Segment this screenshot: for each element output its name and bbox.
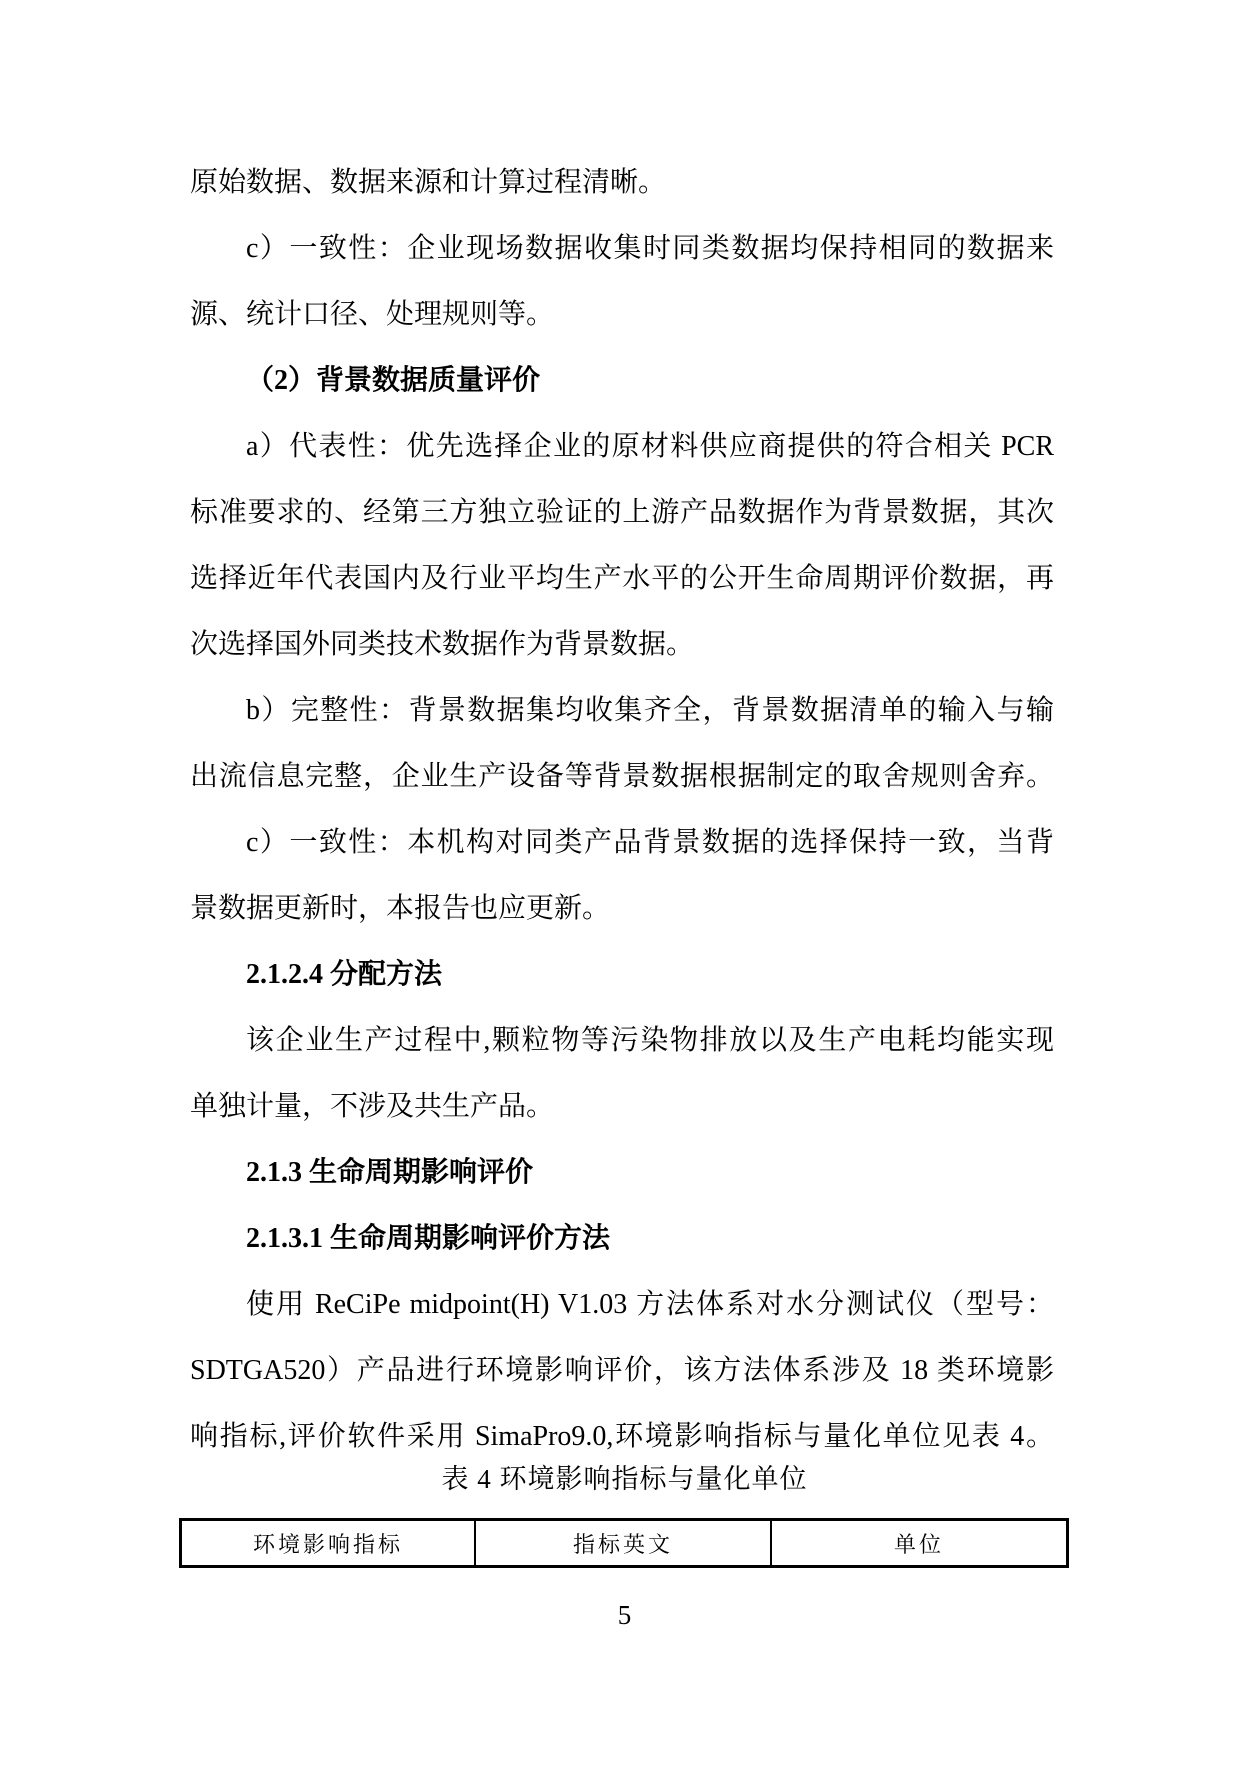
text-line: a）代表性：优先选择企业的原材料供应商提供的符合相关 PCR <box>246 431 1054 462</box>
text-line: 出流信息完整，企业生产设备等背景数据根据制定的取舍规则舍弃。 <box>190 761 1054 792</box>
heading-line: 2.1.3 生命周期影响评价 <box>246 1157 534 1188</box>
text-line: c）一致性：本机构对同类产品背景数据的选择保持一致，当背 <box>246 827 1054 858</box>
document-body <box>190 150 1054 1470</box>
table-header-unit: 单位 <box>770 1521 1066 1565</box>
page-number: 5 <box>617 1600 632 1630</box>
text-line: 响指标,评价软件采用 SimaPro9.0,环境影响指标与量化单位见表 4。 <box>190 1421 1054 1452</box>
table-header-impact-indicator: 环境影响指标 <box>252 1531 403 1557</box>
heading-line: （2）背景数据质量评价 <box>246 365 541 396</box>
table-caption: 表 4 环境影响指标与量化单位 <box>441 1464 808 1494</box>
heading-line: 2.1.3.1 生命周期影响评价方法 <box>246 1223 611 1254</box>
text-line: c）一致性：企业现场数据收集时同类数据均保持相同的数据来 <box>246 233 1054 264</box>
text-line: SDTGA520）产品进行环境影响评价，该方法体系涉及 18 类环境影 <box>190 1355 1054 1386</box>
heading-line: 2.1.2.4 分配方法 <box>246 959 443 990</box>
text-line: 次选择国外同类技术数据作为背景数据。 <box>190 629 695 660</box>
text-line: 原始数据、数据来源和计算过程清晰。 <box>190 167 667 198</box>
impact-indicators-table <box>179 1518 1069 1568</box>
text-line: 标准要求的、经第三方独立验证的上游产品数据作为背景数据，其次 <box>190 497 1054 528</box>
text-line: b）完整性：背景数据集均收集齐全，背景数据清单的输入与输 <box>246 695 1054 726</box>
text-line: 景数据更新时，本报告也应更新。 <box>190 893 611 924</box>
text-line: 选择近年代表国内及行业平均生产水平的公开生命周期评价数据，再 <box>190 563 1054 594</box>
table-header-indicator-english: 指标英文 <box>474 1521 770 1565</box>
text-line: 单独计量，不涉及共生产品。 <box>190 1091 555 1122</box>
text-line: 使用 ReCiPe midpoint(H) V1.03 方法体系对水分测试仪（型号： <box>246 1289 1054 1320</box>
text-line: 该企业生产过程中,颗粒物等污染物排放以及生产电耗均能实现 <box>246 1025 1054 1056</box>
text-line: 源、统计口径、处理规则等。 <box>190 299 555 330</box>
